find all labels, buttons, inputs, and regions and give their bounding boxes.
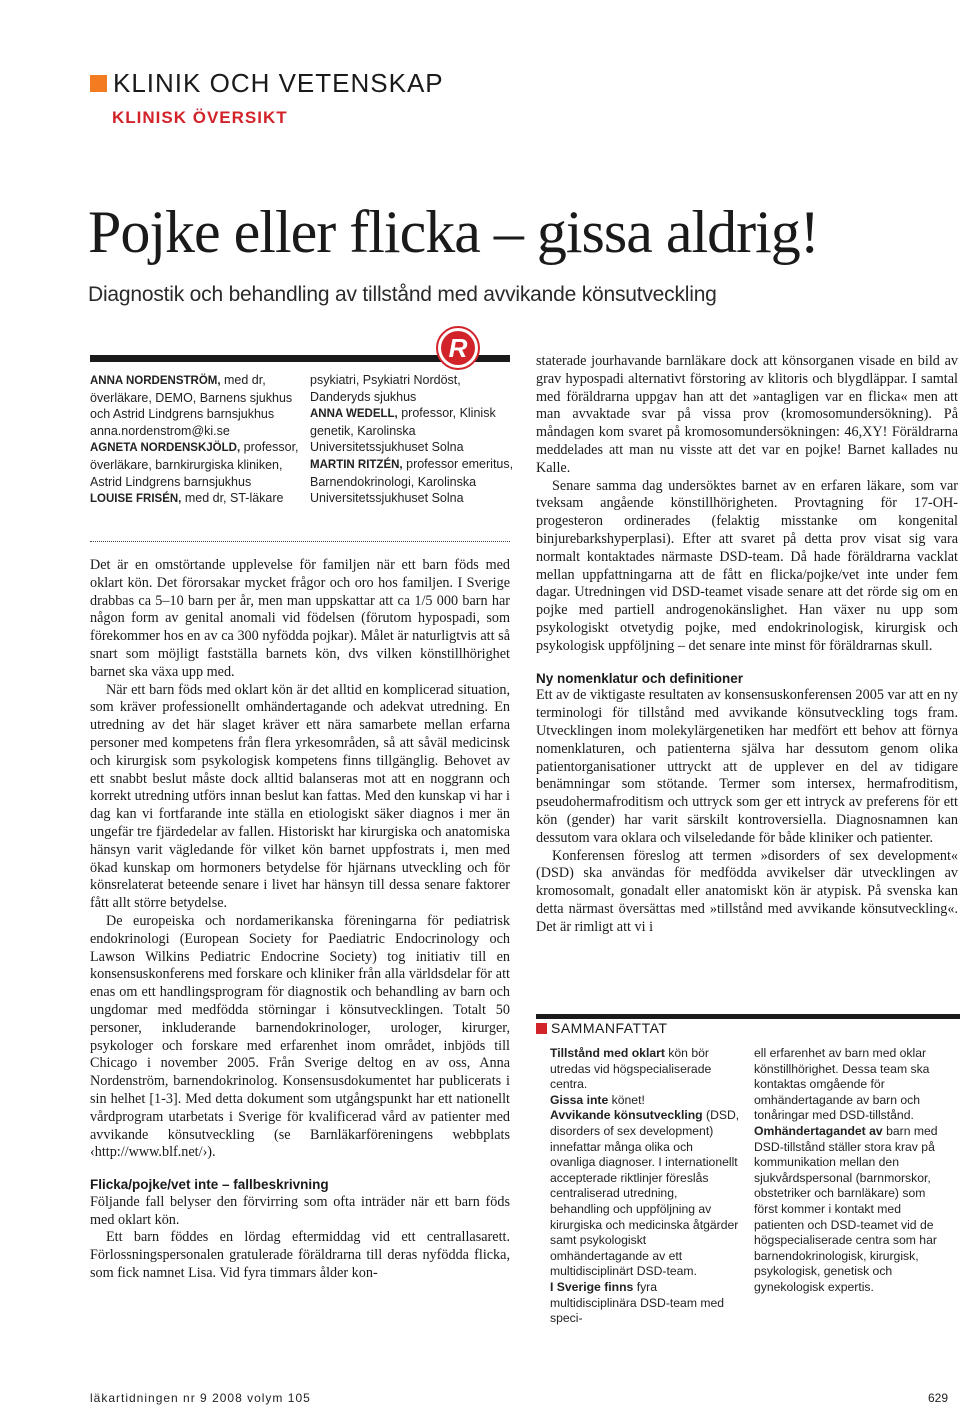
paragraph: Ett av de viktigaste resultaten av konsensuskonferensen 2005 var att en ny terminologi för tillstånd med avvikande könsutveckling togs fram. Utvecklingen inom molekylärgenetiken har medfört ett behov att förnya nomenklaturen, och patienterna själva har dessutom genom olika patientorganisationer uttryckt att de upplever en del av tidigare benämningar som stötande. Termer som intersex, hermafroditism, pseudohermafroditism och uttryck som ger ett intryck av preferens för ett kön (gender) har varit särskilt kontroversiella. Diagnosnamnen kan dessutom vara oklara och vilseledande för både kliniker och patienter. — [536, 687, 958, 846]
author-affiliation: med dr, överläkare, DEMO, Barnens sjukhus och Astrid Lindgrens barnsjukhus anna.nordenstrom@ki.se — [90, 373, 293, 438]
author-entry — [310, 456, 520, 507]
author-entry — [90, 439, 300, 490]
summary-text: barn med DSD-tillstånd ställer stora krav på kommunikation mellan den sjukvårdspersonal (barnmorskor, obstetriker och barnläkare) som först kommer i kontakt med patienten och DSD-teamet vid de högspecialiserade centra som har barnendokrinologisk, kirurgisk, psykologisk, genetisk och gynekologisk expertis. — [754, 1123, 938, 1294]
paragraph: Senare samma dag undersöktes barnet av en erfaren läkare, som var tveksam angående könstillhörigheten. Provtagning för 17-OH-progesteron ordinerades (felaktig misstanke om kongenital binjurebarkshyperplasi). Efter att svaret på detta prov visat sig vara normalt kontaktades närmaste DSD-team. Då hade föräldrarna vacklat mellan uppfattningarna att de fått en flicka/pojke/vet inte under fem dagar. Utredningen vid DSD-teamet visade senare att det rörde sig om en pojke med partiell androgenokänslighet. Han växer nu upp som psykologiskt otvetydig pojke, med endokrinologisk, kirurgisk och psykologisk uppföljning – det senare inte minst för föräldrarnas skull. — [536, 477, 958, 654]
section-title: KLINIK OCH VETENSKAP — [113, 68, 444, 98]
summary-point — [550, 1046, 740, 1093]
author-entry — [90, 490, 300, 508]
summary-column-1 — [550, 1046, 740, 1327]
author-entry — [310, 405, 520, 456]
author-affiliation-cont: psykiatri, Psykiatri Nordöst, Danderyds sjukhus — [310, 373, 461, 404]
paragraph: staterade jourhavande barnläkare dock att könsorganen visade en bild av grav hypospadi alternativt förstoring av klitoris och blygdläppar. I samtal med föräldrarna uppgav han att det »antagligen var en flicka« men att man avvaktade svar på vissa prov (kromosomundersökning). På måndagen kom svaret på kromosomundersökningen: 46,XY! Föräldrarna meddelades att man nu visste att det var en pojke! Barnet kallades nu Kalle. — [536, 353, 958, 476]
summary-point — [550, 1093, 740, 1109]
author-affiliation: professor, överläkare, barnkirurgiska kliniken, Astrid Lindgrens barnsjukhus — [90, 440, 299, 489]
author-name: AGNETA NORDENSKJÖLD, — [90, 442, 241, 455]
paragraph: De europeiska och nordamerikanska föreningarna för pediatrisk endokrinologi (European Society for Paediatric Endocrinology och Lawson Wilkins Pediatric Endocrine Society) tog initiativ till en konsensuskonferens med forskare och kliniker från alla världsdelar för att enas om ett handlingsprogram för diagnostik och behandling av barn och ungdomar med medfödda störningar i könsutvecklingen. Totalt 50 personer, inkluderande barnendokrinologer, urologer, kirurger, psykologer och forskare med erfarenhet inom området, inbjöds till Chicago i november 2005. Från Sverige deltog en av oss, Anna Nordenström, barnendokrinolog. Konsensusdokumentet har publicerats i sin helhet [1-3]. Med detta dokument som utgångspunkt har ett nationellt vårdprogram utarbetats i Sverige för kvalificerad vård av patienter med avvikande könsutveckling (se Barnläkarföreningens webbplats ‹http://www.blf.net/›). — [90, 912, 510, 1161]
summary-lead: Avvikande könsutveckling — [550, 1108, 703, 1123]
peer-review-badge-icon — [436, 326, 480, 370]
subsection-title: KLINISK ÖVERSIKT — [112, 108, 288, 127]
lead-paragraph: Det är en omstörtande upplevelse för familjen när ett barn föds med oklart kön. Det förorsakar mycket frågor och oro hos familjen. I Sverige drabbas ca 5–10 barn per år, men man uppskattar att ca 1/5 000 barn har någon form av genital anomali vid födelsen (förutom hypospadi, som förekommer hos en av ca 300 nyfödda pojkar). Målet är naturligtvis att så snart som möjligt fastställa barnets kön, dvs vilken könstillhörighet barnet ska växa upp med. — [90, 557, 510, 680]
section-heading: Flicka/pojke/vet inte – fallbeskrivning — [90, 1177, 329, 1193]
section-marker — [90, 75, 107, 92]
summary-text: ell erfarenhet av barn med oklar könstillhörighet. Dessa team ska kontaktas omgående för omhändertagande av barn och tonåringar med DSD-tillstånd. — [754, 1046, 930, 1123]
summary-title: SAMMANFATTAT — [551, 1020, 668, 1036]
section-header — [90, 68, 444, 99]
summary-column-2 — [754, 1046, 950, 1296]
page-number: 629 — [928, 1391, 949, 1405]
badge-letter: R — [441, 331, 475, 365]
author-entry — [90, 372, 300, 439]
body-column-1 — [90, 557, 510, 1283]
author-name: MARTIN RITZÉN, — [310, 458, 403, 471]
author-affiliation: professor, Klinisk genetik, Karolinska Universitetssjukhuset Solna — [310, 406, 496, 455]
paragraph: Konferensen föreslog att termen »disorders of sex development« (DSD) ska användas för medfödda avvikelser där utvecklingen av kromosomalt, gonadalt eller anatomiskt kön är atypisk. På svenska kan detta närmast översättas med »tillstånd med avvikande könsutveckling«. Det är rimligt att vi i — [536, 847, 958, 935]
section-heading: Ny nomenklatur och definitioner — [536, 670, 744, 686]
body-column-2 — [536, 353, 958, 937]
summary-text: (DSD, disorders of sex development) innefattar många olika och ovanliga diagnoser. I internationellt accepterade riktlinjer föreslås centraliserad utredning, behandling och uppföljning av kirurgiska och medicinska åtgärder samt psykologiskt omhändertagande av ett multidisciplinärt DSD-team. — [550, 1108, 740, 1279]
summary-header — [536, 1020, 667, 1036]
summary-lead: Tillstånd med oklart — [550, 1046, 665, 1060]
article-title: Pojke eller flicka – gissa aldrig! — [88, 199, 819, 265]
summary-marker — [536, 1023, 547, 1034]
footer-journal: läkartidningen nr 9 2008 volym 105 — [90, 1391, 311, 1405]
summary-text: fyra multidisciplinära DSD-team med speci- — [550, 1279, 725, 1326]
summary-text: könet! — [608, 1092, 645, 1107]
article-subtitle: Diagnostik och behandling av tillstånd med avvikande könsutveckling — [88, 283, 717, 306]
authors-left — [90, 372, 300, 508]
summary-lead: Omhändertagandet av — [754, 1123, 883, 1138]
summary-lead: Gissa inte — [550, 1092, 609, 1107]
summary-point — [550, 1108, 740, 1280]
author-affiliation: professor emeritus, Barnendokrinologi, Karolinska Universitetssjukhuset Solna — [310, 456, 514, 506]
author-affiliation: med dr, ST-läkare — [181, 491, 284, 506]
summary-point — [550, 1280, 740, 1327]
paragraph: Följande fall belyser den förvirring som ofta inträder när ett barn föds med oklart kön. — [90, 1193, 510, 1228]
summary-point — [754, 1124, 950, 1296]
summary-text: kön bör utredas vid högspecialiserade centra. — [550, 1046, 712, 1092]
summary-lead: I Sverige finns — [550, 1279, 634, 1294]
author-name: ANNA NORDENSTRÖM, — [90, 375, 221, 387]
summary-top-rule — [536, 1014, 960, 1019]
paragraph: När ett barn föds med oklart kön är det alltid en komplicerad situation, som kräver professionellt omhändertagande och adekvat utredning. En utredning av det här slaget kräver ett nära samarbete mellan erfarna personer med kompetens från flera yrkesområden, så att såväl medicinsk och kirurgisk som psykologisk kompetens finns tillgänglig. Behovet av ett snabbt beslut måste dock alltid balanseras mot att en noggrann och korrekt utredning utförs innan beslut kan fattas. Med den kunskap vi har i dag kan vi fortfarande inte ställa en etiologiskt säker diagnos i mer än ungefär tre fjärdedelar av fallen. Historiskt har kirurgiska och anatomiska hänsyn varit vägledande för vilket kön barnet uppfostrats i, men med ökad kunskap om hormoners betydelse för hjärnans utveckling och för könsrelaterat beteende senare i livet har hänsyn till dessa senare faktorer fått allt större betydelse. — [90, 681, 510, 912]
authors-divider — [90, 541, 510, 542]
paragraph: Ett barn föddes en lördag eftermiddag vid ett centrallasarett. Förlossningspersonalen gratulerade föräldrarna till deras nyfödda flicka, som fick namnet Lisa. Vid fyra timmars ålder kon- — [90, 1229, 510, 1282]
author-name: ANNA WEDELL, — [310, 408, 398, 421]
authors-right — [310, 372, 520, 507]
summary-box — [536, 1014, 960, 1344]
author-name: LOUISE FRISÉN, — [90, 493, 182, 506]
